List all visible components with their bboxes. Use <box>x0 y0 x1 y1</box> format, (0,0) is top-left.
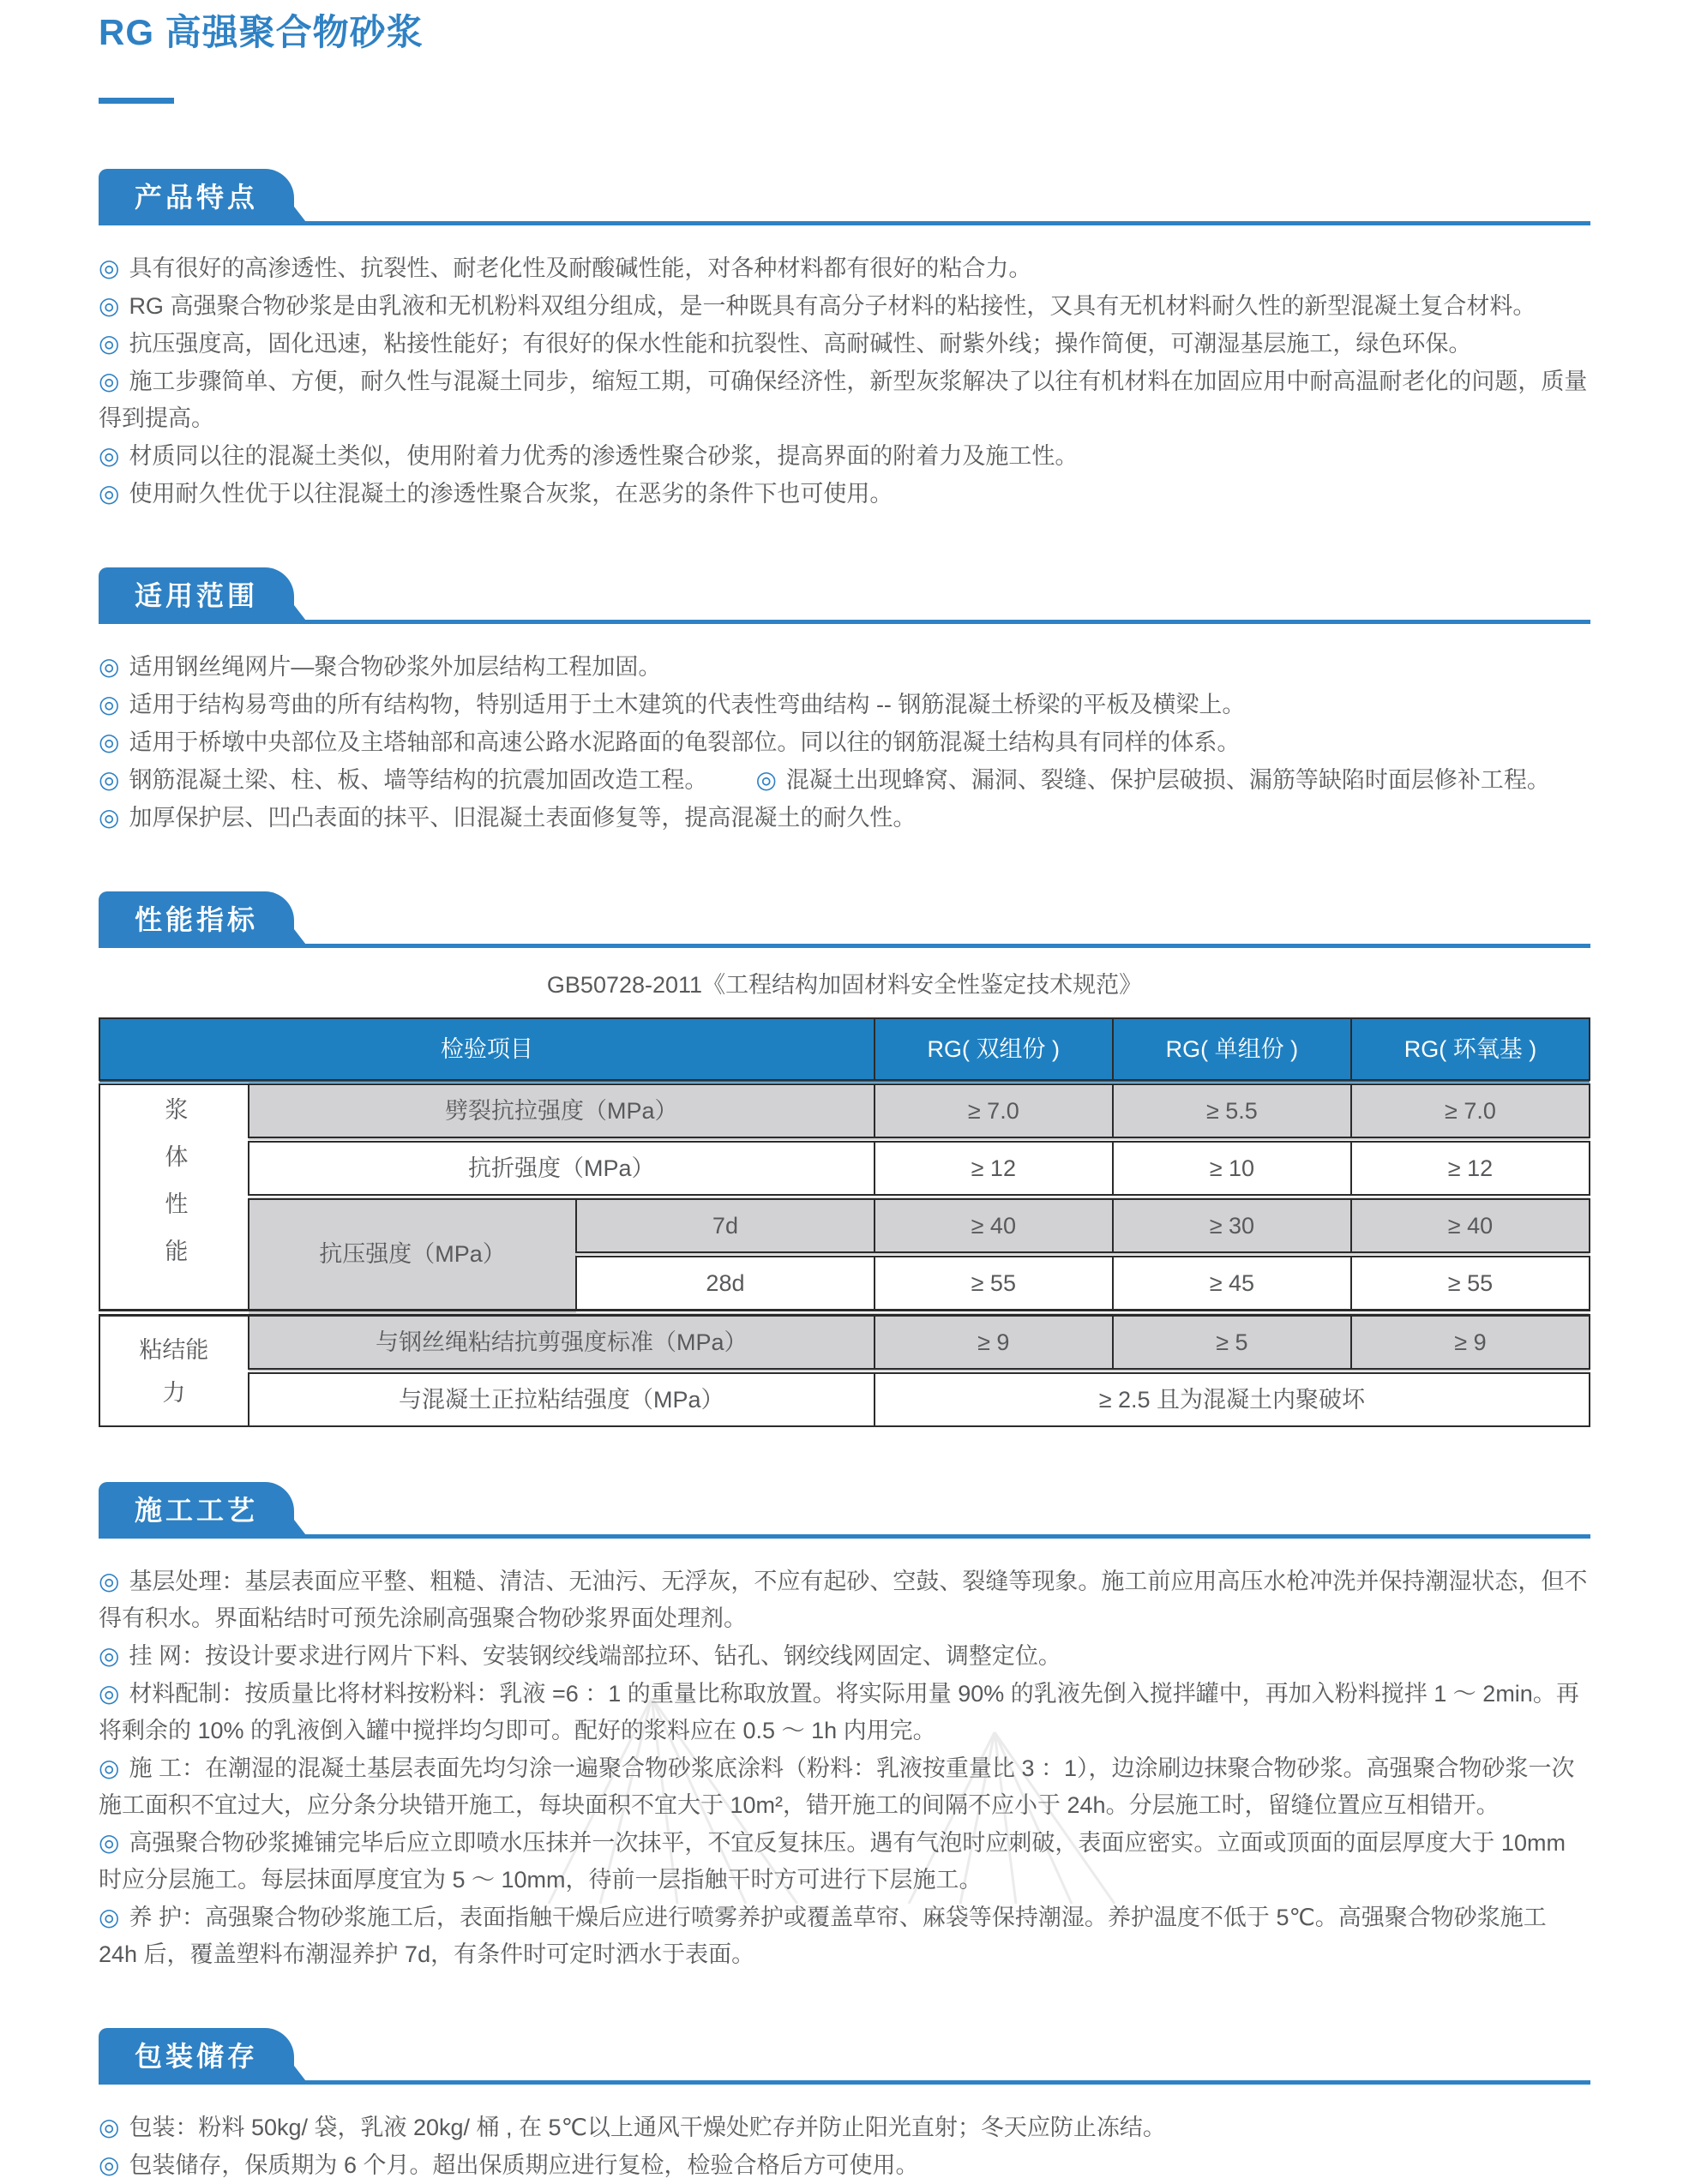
header-rule <box>99 221 1590 225</box>
bullet-text: 适用钢丝绳网片—聚合物砂浆外加层结构工程加固。 <box>129 654 662 680</box>
cell-item-tensile-bond: 与混凝土正拉粘结强度（MPa） <box>249 1371 875 1427</box>
cell-value: ≥ 40 <box>875 1197 1113 1255</box>
bullet-text: 基层处理：基层表面应平整、粗糙、清洁、无油污、无浮灰，不应有起砂、空鼓、裂缝等现象。施工前应用高压水枪冲洗并保持潮湿状态，但不得有积水。界面粘结时可预先涂刷高强聚合物砂浆界面处理剂。 <box>99 1569 1588 1631</box>
section-tab-process: 施工工艺 <box>99 1482 294 1539</box>
bullet-text: 钢筋混凝土梁、柱、板、墙等结构的抗震加固改造工程。 <box>129 767 708 793</box>
bullet-icon: ◎ <box>755 766 777 793</box>
table-header-rg-epoxy: RG( 环氧基 ) <box>1351 1018 1590 1083</box>
cell-item-compressive: 抗压强度（MPa） <box>249 1197 576 1313</box>
features-bullet-list <box>99 249 1590 513</box>
table-row <box>99 1371 1590 1427</box>
bullet-text: 施 工：在潮湿的混凝土基层表面先均匀涂一遍聚合物砂浆底涂料（粉料：乳液按重量比 3 ：1），边涂刷边抹聚合物砂浆。高强聚合物砂浆一次施工面积不宜过大，应分条分块错开施工，每块面积不宜大于 10m²，错开施工的间隔不应小于 24h。分层施工时，留缝位置应互相错开。 <box>99 1755 1575 1818</box>
bullet-text: RG 高强聚合物砂浆是由乳液和无机粉料双组分组成，是一种既具有高分子材料的粘接性，又具有无机材料耐久性的新型混凝土复合材料。 <box>129 293 1536 319</box>
cell-value: ≥ 55 <box>1351 1255 1590 1313</box>
cell-value: ≥ 45 <box>1113 1255 1351 1313</box>
header-rule <box>99 1534 1590 1539</box>
list-item <box>99 761 1590 799</box>
table-row <box>99 1197 1590 1255</box>
bullet-text: 包装储存，保质期为 6 个月。超出保质期应进行复检，检验合格后方可使用。 <box>129 2152 919 2178</box>
bullet-text: 使用耐久性优于以往混凝土的渗透性聚合灰浆，在恶劣的条件下也可使用。 <box>129 481 893 507</box>
bullet-text: 包装：粉料 50kg/ 袋，乳液 20kg/ 桶 , 在 5℃以上通风干燥处贮存并防止阳光直射；冬天应防止冻结。 <box>129 2115 1166 2140</box>
bullet-segment <box>99 293 1536 319</box>
section-header <box>99 169 1590 225</box>
table-row <box>99 1083 1590 1140</box>
bullet-icon: ◎ <box>99 1642 120 1669</box>
cell-sub-7d: 7d <box>576 1197 875 1255</box>
bullet-text: 抗压强度高，固化迅速，粘接性能好；有很好的保水性能和抗裂性、高耐碱性、耐紫外线；操作简便，可潮湿基层施工，绿色环保。 <box>129 331 1472 357</box>
cell-value: ≥ 5 <box>1113 1313 1351 1371</box>
list-item <box>99 475 1590 513</box>
bullet-segment <box>99 481 893 507</box>
header-rule <box>99 944 1590 948</box>
section-header <box>99 567 1590 624</box>
bullet-text: 适用于桥墩中央部位及主塔轴部和高速公路水泥路面的龟裂部位。同以往的钢筋混凝土结构具有同样的体系。 <box>129 729 1241 755</box>
bullet-text: 加厚保护层、凹凸表面的抹平、旧混凝土表面修复等，提高混凝土的耐久性。 <box>129 805 917 831</box>
bullet-icon: ◎ <box>99 1755 120 1781</box>
list-item <box>99 363 1590 437</box>
bullet-icon: ◎ <box>99 2151 120 2178</box>
standard-note: GB50728-2011《工程结构加固材料安全性鉴定技术规范》 <box>546 972 1143 998</box>
section-tab-features: 产品特点 <box>99 169 294 225</box>
list-item <box>99 1899 1590 1973</box>
page-title: RG 高强聚合物砂浆 <box>99 12 424 52</box>
bullet-text: 施工步骤简单、方便，耐久性与混凝土同步，缩短工期，可确保经济性，新型灰浆解决了以往有机材料在加固应用中耐高温耐老化的问题，质量得到提高。 <box>99 369 1588 431</box>
section-packaging <box>99 2028 1590 2184</box>
cell-value: ≥ 7.0 <box>1351 1083 1590 1140</box>
bullet-icon: ◎ <box>99 691 120 717</box>
section-tab-packaging: 包装储存 <box>99 2028 294 2085</box>
performance-table <box>99 1017 1590 1427</box>
bullet-text: 高强聚合物砂浆摊铺完毕后应立即喷水压抹并一次抹平，不宜反复抹压。遇有气泡时应刺破，表面应密实。立面或顶面的面层厚度大于 10mm 时应分层施工。每层抹面厚度宜为 5 ～ 10mm，待前一层指触干时方可进行下层施工。 <box>99 1830 1566 1893</box>
cell-value: ≥ 55 <box>875 1255 1113 1313</box>
bullet-icon: ◎ <box>99 292 120 319</box>
bullet-segment <box>99 805 916 831</box>
packaging-bullet-list <box>99 2109 1590 2184</box>
bullet-segment <box>99 443 1078 469</box>
cell-value: ≥ 9 <box>875 1313 1113 1371</box>
list-item <box>99 1563 1590 1637</box>
bullet-icon: ◎ <box>99 729 120 755</box>
table-header-rg-two-part: RG( 双组份 ) <box>875 1018 1113 1083</box>
cell-item-flexural: 抗折强度（MPa） <box>249 1140 875 1197</box>
bullet-text: 养 护：高强聚合物砂浆施工后，表面指触干燥后应进行喷雾养护或覆盖草帘、麻袋等保持潮湿。养护温度不低于 5℃。高强聚合物砂浆施工 24h 后，覆盖塑料布潮湿养护 7d，有条件时可定时洒水于表面。 <box>99 1905 1547 1967</box>
cell-value: ≥ 12 <box>1351 1140 1590 1197</box>
bullet-icon: ◎ <box>99 766 120 793</box>
bullet-text: 材质同以往的混凝土类似，使用附着力优秀的渗透性聚合砂浆，提高界面的附着力及施工性。 <box>129 443 1079 469</box>
list-item <box>99 1824 1590 1899</box>
section-features <box>99 169 1590 513</box>
section-scope <box>99 567 1590 837</box>
bullet-segment <box>99 1905 1547 1967</box>
bullet-icon: ◎ <box>99 330 120 357</box>
bullet-icon: ◎ <box>99 1904 120 1930</box>
scope-bullet-list <box>99 648 1590 837</box>
header-rule <box>99 620 1590 624</box>
list-item <box>99 1749 1590 1824</box>
table-header-row <box>99 1018 1590 1083</box>
bullet-segment <box>707 767 1549 793</box>
bullet-text: 挂 网：按设计要求进行网片下料、安装钢绞线端部拉环、钻孔、钢绞线网固定、调整定位。 <box>129 1643 1061 1669</box>
bullet-segment <box>99 255 1031 281</box>
bullet-segment <box>99 1569 1587 1631</box>
bullet-segment <box>99 654 661 680</box>
bullet-segment <box>99 369 1587 431</box>
bullet-icon: ◎ <box>99 368 120 394</box>
list-item <box>99 648 1590 686</box>
table-header-item: 检验项目 <box>99 1018 875 1083</box>
bullet-icon: ◎ <box>99 804 120 831</box>
section-performance <box>99 891 1590 1427</box>
process-bullet-list <box>99 1563 1590 1973</box>
table-row <box>99 1140 1590 1197</box>
cell-item-shear-bond: 与钢丝绳粘结抗剪强度标准（MPa） <box>249 1313 875 1371</box>
bullet-segment <box>99 692 1245 717</box>
table-row <box>99 1313 1590 1371</box>
bullet-segment <box>99 331 1471 357</box>
list-item <box>99 2146 1590 2184</box>
list-item <box>99 437 1590 475</box>
bullet-segment <box>99 767 707 793</box>
bullet-icon: ◎ <box>99 2114 120 2140</box>
bullet-segment <box>99 729 1240 755</box>
section-header <box>99 2028 1590 2085</box>
bullet-segment <box>99 1830 1566 1893</box>
list-item <box>99 723 1590 761</box>
bullet-text: 具有很好的高渗透性、抗裂性、耐老化性及耐酸碱性能，对各种材料都有很好的粘合力。 <box>129 255 1032 281</box>
cell-value: ≥ 12 <box>875 1140 1113 1197</box>
header-rule <box>99 2080 1590 2085</box>
section-process <box>99 1482 1590 1973</box>
bullet-segment <box>99 2152 918 2178</box>
bullet-icon: ◎ <box>99 442 120 469</box>
cell-value: ≥ 7.0 <box>875 1083 1113 1140</box>
cell-value: ≥ 9 <box>1351 1313 1590 1371</box>
bullet-icon: ◎ <box>99 1568 120 1594</box>
bullet-icon: ◎ <box>99 255 120 281</box>
cell-value-merged: ≥ 2.5 且为混凝土内聚破坏 <box>875 1371 1590 1427</box>
list-item <box>99 799 1590 837</box>
title-underline <box>99 98 174 104</box>
list-item <box>99 1637 1590 1675</box>
bullet-icon: ◎ <box>99 1829 120 1856</box>
bullet-icon: ◎ <box>99 653 120 680</box>
bullet-text: 混凝土出现蜂窝、漏洞、裂缝、保护层破损、漏筋等缺陷时面层修补工程。 <box>785 767 1550 793</box>
cell-item-split-tensile: 劈裂抗拉强度（MPa） <box>249 1083 875 1140</box>
bullet-segment <box>99 1643 1061 1669</box>
bullet-segment <box>99 2115 1166 2140</box>
cell-value: ≥ 30 <box>1113 1197 1351 1255</box>
bullet-text: 材料配制：按质量比将材料按粉料：乳液 =6 ：1 的重量比称取放置。将实际用量 90% 的乳液先倒入搅拌罐中，再加入粉料搅拌 1 ～ 2min。再将剩余的 10% 的乳液倒入罐中搅拌均匀即可。配好的浆料应在 0.5 ～ 1h 内用完。 <box>99 1681 1579 1743</box>
list-item <box>99 249 1590 287</box>
list-item <box>99 287 1590 325</box>
bullet-segment <box>99 1755 1574 1818</box>
cell-value: ≥ 40 <box>1351 1197 1590 1255</box>
bullet-icon: ◎ <box>99 480 120 507</box>
section-header <box>99 891 1590 948</box>
row-group-bonding: 粘结能力 <box>99 1313 249 1427</box>
section-tab-scope: 适用范围 <box>99 567 294 624</box>
cell-value: ≥ 10 <box>1113 1140 1351 1197</box>
list-item <box>99 325 1590 363</box>
row-group-slurry: 浆体性能 <box>99 1083 249 1313</box>
table-header-rg-one-part: RG( 单组份 ) <box>1113 1018 1351 1083</box>
bullet-segment <box>99 1681 1579 1743</box>
section-tab-performance: 性能指标 <box>99 891 294 948</box>
list-item <box>99 686 1590 723</box>
section-header <box>99 1482 1590 1539</box>
list-item <box>99 1675 1590 1749</box>
cell-value: ≥ 5.5 <box>1113 1083 1351 1140</box>
bullet-icon: ◎ <box>99 1680 120 1707</box>
bullet-text: 适用于结构易弯曲的所有结构物，特别适用于土木建筑的代表性弯曲结构 -- 钢筋混凝土桥梁的平板及横梁上。 <box>129 692 1246 717</box>
list-item <box>99 2109 1590 2146</box>
cell-sub-28d: 28d <box>576 1255 875 1313</box>
